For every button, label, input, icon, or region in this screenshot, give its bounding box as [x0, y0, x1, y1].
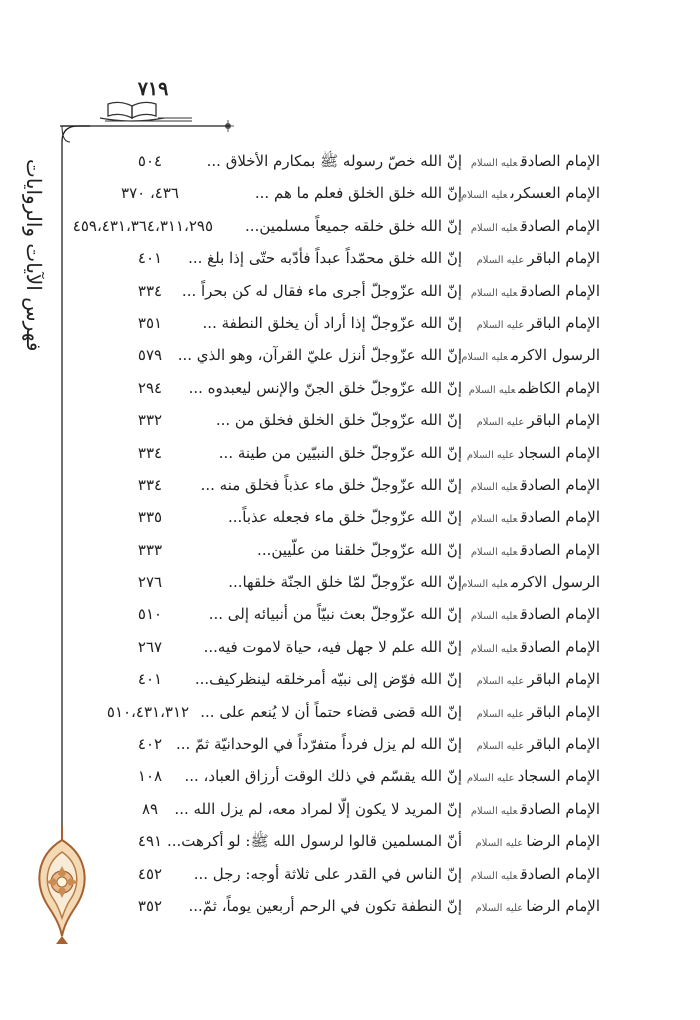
narrator-cell: الإمام الصادقعليه السلام [470, 281, 600, 300]
narrator-cell: الإمام الباقرعليه السلام [476, 670, 600, 689]
index-table [72, 148, 600, 925]
hadith-text: إنّ الله قضى قضاء حتماً أن لا يُنعم على ... [200, 702, 462, 721]
table-row [95, 440, 600, 472]
hadith-text: إنّ الله عزّوجلّ خلق ماء فجعله عذباً... [227, 508, 462, 527]
header-rule [60, 125, 230, 129]
table-row [95, 148, 600, 180]
page-reference: ٣٣٤ [137, 281, 163, 300]
table-row [95, 407, 600, 439]
hadith-text: إنّ الله عزّوجلّ أجرى ماء فقال له كن بحراً ... [181, 281, 462, 300]
page-number: ٧١٩ [137, 78, 169, 100]
side-title: فهرس الآيات والروايات [16, 140, 52, 370]
page-reference: ٣٥٢ [137, 896, 163, 915]
table-row [95, 601, 600, 633]
hadith-text: إنّ الله عزّوجلّ خلقنا من علّيين... [257, 540, 462, 559]
page-reference: ٥٧٩ [137, 346, 163, 365]
page-reference: ٤٠٢ [137, 735, 163, 754]
table-row [95, 375, 600, 407]
narrator-cell: الإمام الصادقعليه السلام [470, 637, 600, 656]
hadith-text: إنّ الله خلق محمّداً عبداً فأدّبه حتّى إذا بلغ ... [188, 249, 462, 268]
narrator-cell: الإمام الصادقعليه السلام [470, 508, 600, 527]
narrator-cell: الإمام الباقرعليه السلام [476, 735, 600, 754]
narrator-cell: الإمام العسكرىعليه السلام [460, 184, 600, 203]
narrator-cell: الإمام الصادقعليه السلام [470, 152, 600, 170]
hadith-text: أنّ المسلمين قالوا لرسول الله ﷺ: لو أكرهت... [167, 832, 462, 851]
decorative-medallion-icon [18, 826, 90, 946]
page-reference: ٣٣٤ [137, 475, 163, 494]
table-row [95, 634, 600, 666]
table-row [95, 537, 600, 569]
hadith-text: إنّ الله لم يزل فرداً متفرّداً في الوحدانيّة ثمّ ... [176, 735, 462, 754]
page-reference: ٤٠١ [137, 249, 163, 268]
table-row [95, 472, 600, 504]
hadith-text: إنّ الله فوّض إلى نبيّه أمرخلقه لينظركيف... [194, 670, 462, 689]
page-reference: ٢٩٤ [137, 378, 163, 397]
hadith-text: إنّ الله خصّ رسوله ﷺ بمكارم الأخلاق ... [206, 152, 462, 170]
page-reference: ٤٥٢ [137, 864, 163, 883]
narrator-cell: الإمام الباقرعليه السلام [476, 411, 600, 430]
table-row [95, 699, 600, 731]
page-reference: ٥١٠،٤٣١،٣١٢ [106, 702, 190, 721]
table-row [95, 245, 600, 277]
table-row [95, 796, 600, 828]
narrator-cell: الإمام السجادعليه السلام [466, 767, 600, 786]
page-reference: ٤٥٩،٤٣١،٣٦٤،٣١١،٢٩٥ [72, 216, 213, 235]
table-row [72, 213, 600, 245]
narrator-cell: الإمام الصادقعليه السلام [470, 475, 600, 494]
page-reference: ٤٣٦، ٣٧٠ [121, 184, 179, 203]
table-row [95, 731, 600, 763]
page-reference: ٣٣٤ [137, 443, 163, 462]
hadith-text: إنّ الله خلق خلقه جميعاً مسلمين... [245, 216, 462, 235]
narrator-cell: الإمام الصادقعليه السلام [470, 864, 600, 883]
narrator-cell: الإمام الصادقعليه السلام [470, 605, 600, 624]
hadith-text: إنّ الله عزّوجلّ خلق الخلق فخلق من ... [215, 411, 462, 430]
narrator-cell: الإمام الباقرعليه السلام [476, 702, 600, 721]
narrator-cell: الإمام الرضاعليه السلام [475, 832, 600, 851]
hadith-text: إنّ الله يقسّم في ذلك الوقت أرزاق العباد، ... [184, 767, 462, 786]
hadith-text: إنّ الله عزّوجلّ لمّا خلق الجنّة خلقها... [228, 573, 462, 592]
hadith-text: إنّ الله عزّوجلّ خلق ماء عذباً فخلق منه ... [200, 475, 462, 494]
hadith-text: إنّ الناس في القدر على ثلاثة أوجه: رجل ... [193, 864, 462, 883]
narrator-cell: الإمام الباقرعليه السلام [476, 249, 600, 268]
narrator-cell: الإمام الباقرعليه السلام [476, 313, 600, 332]
hadith-text: إنّ الله عزّوجلّ خلق الجنّ والإنس ليعبدوه ... [188, 378, 462, 397]
table-row [95, 342, 600, 374]
table-row [95, 569, 600, 601]
table-row [95, 763, 600, 795]
page-reference: ٣٥١ [137, 313, 163, 332]
narrator-cell: الإمام الرضاعليه السلام [475, 896, 600, 915]
table-row [95, 310, 600, 342]
table-row [95, 828, 600, 860]
page-reference: ٢٦٧ [137, 637, 163, 656]
table-row [95, 893, 600, 925]
page-reference: ٥٠٤ [137, 152, 163, 170]
narrator-cell: الرسول الاكرمعليه السلام [461, 346, 600, 365]
hadith-text: إنّ الله عزّوجلّ بعث نبيّاً من أنبيائه إلى ... [208, 605, 462, 624]
hadith-text: إنّ المريد لا يكون إلّا لمراد معه، لم يزل الله ... [174, 799, 462, 818]
page-reference: ٢٧٦ [137, 573, 163, 592]
page-reference: ٤٠١ [137, 670, 163, 689]
page-reference: ١٠٨ [137, 767, 163, 786]
page-reference: ٣٣٣ [137, 540, 163, 559]
page-reference: ٥١٠ [137, 605, 163, 624]
hadith-text: إنّ الله خلق الخلق فعلم ما هم ... [254, 184, 462, 203]
page-reference: ٣٣٥ [137, 508, 163, 527]
page-reference: ٨٩ [141, 799, 159, 818]
narrator-cell: الإمام الصادقعليه السلام [470, 540, 600, 559]
page-reference: ٤٩١ [137, 832, 163, 851]
narrator-cell: الإمام السجادعليه السلام [466, 443, 600, 462]
narrator-cell: الإمام الكاظمعليه السلام [468, 378, 600, 397]
table-row [95, 180, 600, 212]
narrator-cell: الرسول الاكرمعليه السلام [461, 573, 600, 592]
hadith-text: إنّ الله عزّوجلّ أنزل عليّ القرآن، وهو الذي ... [177, 346, 462, 365]
hadith-text: إنّ الله عزّوجلّ إذا أراد أن يخلق النطفة ... [202, 313, 462, 332]
table-row [95, 861, 600, 893]
hadith-text: إنّ النطفة تكون في الرحم أربعين يوماً، ثمّ... [188, 896, 462, 915]
page-reference: ٣٣٢ [137, 411, 163, 430]
hadith-text: إنّ الله عزّوجلّ خلق النبيّين من طينة ... [218, 443, 462, 462]
narrator-cell: الإمام الصادقعليه السلام [470, 216, 600, 235]
table-row [95, 504, 600, 536]
narrator-cell: الإمام الصادقعليه السلام [470, 799, 600, 818]
table-row [95, 278, 600, 310]
hadith-text: إنّ الله علم لا جهل فيه، حياة لاموت فيه... [203, 637, 462, 656]
table-row [95, 666, 600, 698]
